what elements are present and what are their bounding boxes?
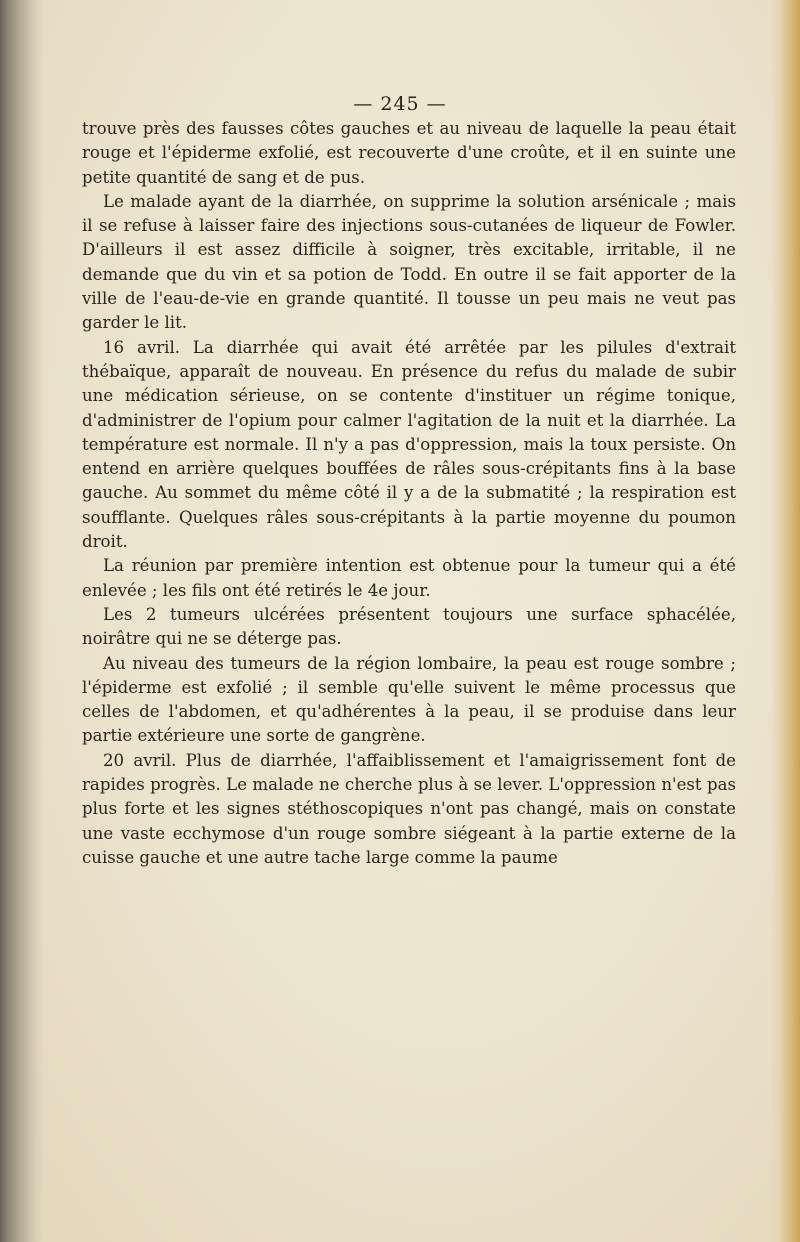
paragraph: 16 avril. La diarrhée qui avait été arrêtée par les pilules d'extrait thébaïque, apparaît de nouveau. En présence du refus du malade de subir une médication sérieuse, on se contente d'instituer un régime tonique, d'administrer de l'opium pour calmer l'agitation de la nuit et la diarrhée. La température est normale. Il n'y a pas d'oppression, mais la toux persiste. On entend en arrière quelques bouffées de râles sous-crépitants fins à la base gauche. Au sommet du même côté il y a de la submatité ; la respiration est soufflante. Quelques râles sous-crépitants à la partie moyenne du poumon droit.	[82, 337, 736, 552]
paragraph: 20 avril. Plus de diarrhée, l'affaiblissement et l'amaigrissement font de rapides progrès. Le malade ne cherche plus à se lever. L'oppression n'est pas plus forte et les signes stéthoscopiques n'ont pas changé, mais on constate une vaste ecchymose d'un rouge sombre siégeant à la partie externe de la cuisse gauche et une autre tache large comme la paume	[82, 750, 736, 867]
paragraph: Les 2 tumeurs ulcérées présentent toujours une surface sphacélée, noirâtre qui ne se déterge pas.	[82, 604, 736, 649]
paragraph: Le malade ayant de la diarrhée, on supprime la solution arsénicale ; mais il se refuse à laisser faire des injections sous-cutanées de liqueur de Fowler. D'ailleurs il est assez difficile à soigner, très excitable, irritable, il ne demande que du vin et sa potion de Todd. En outre il se fait apporter de la ville de l'eau-de-vie en grande quantité. Il tousse un peu mais ne veut pas garder le lit.	[82, 191, 736, 333]
binding-shadow	[0, 0, 44, 1242]
paragraph: La réunion par première intention est obtenue pour la tumeur qui a été enlevée ; les fils ont été retirés le 4e jour.	[82, 556, 736, 600]
paragraph: Au niveau des tumeurs de la région lombaire, la peau est rouge sombre ; l'épiderme est exfolié ; il semble qu'elle suivent le même processus que celles de l'abdomen, et qu'adhérentes à la peau, il se produise dans leur partie extérieure une sorte de gangrène.	[82, 653, 736, 746]
page-edge-stain	[770, 0, 800, 1242]
paragraph: trouve près des fausses côtes gauches et au niveau de laquelle la peau était rouge et l'épiderme exfolié, est recouverte d'une croûte, et il en suinte une petite quantité de sang et de pus.	[82, 119, 736, 187]
body-text	[82, 117, 736, 870]
page-number: — 245 —	[353, 93, 447, 115]
